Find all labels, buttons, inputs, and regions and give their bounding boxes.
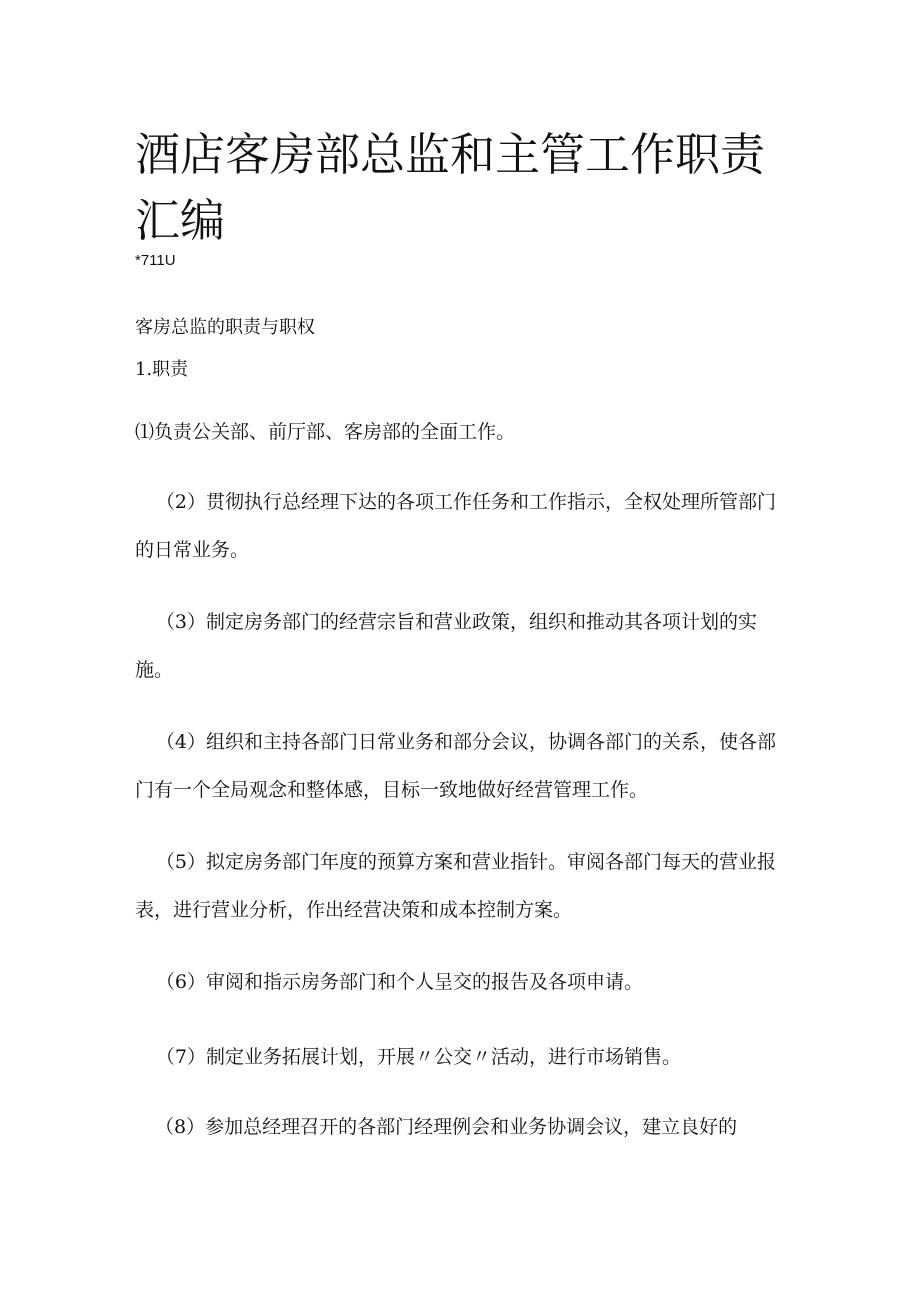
paragraph-2: （2）贯彻执行总经理下达的各项工作任务和工作指示，全权处理所管部门的日常业务。	[135, 491, 776, 561]
subheading: 1.职责	[135, 359, 189, 380]
section-heading: 客房总监的职责与职权	[135, 317, 315, 338]
document-code: *711U	[135, 252, 176, 269]
paragraph-8: （8）参加总经理召开的各部门经理例会和业务协调会议，建立良好的	[155, 1116, 738, 1138]
paragraph-1: ⑴负责公关部、前厅部、客房部的全面工作。	[135, 421, 516, 443]
paragraph-3: （3）制定房务部门的经营宗旨和营业政策，组织和推动其各项计划的实施。	[135, 611, 757, 681]
paragraph-4: （4）组织和主持各部门日常业务和部分会议，协调各部门的关系，使各部门有一个全局观念和整体感，目标一致地做好经营管理工作。	[135, 731, 776, 801]
paragraph-7: （7）制定业务拓展计划，开展〃公交〃活动，进行市场销售。	[155, 1046, 681, 1068]
document-title: 酒店客房部总监和主管工作职责汇编	[135, 128, 766, 247]
paragraph-6: （6）审阅和指示房务部门和个人呈交的报告及各项申请。	[155, 971, 643, 993]
paragraph-5: （5）拟定房务部门年度的预算方案和营业指针。审阅各部门每天的营业报表，进行营业分析，作出经营决策和成本控制方案。	[135, 851, 776, 921]
